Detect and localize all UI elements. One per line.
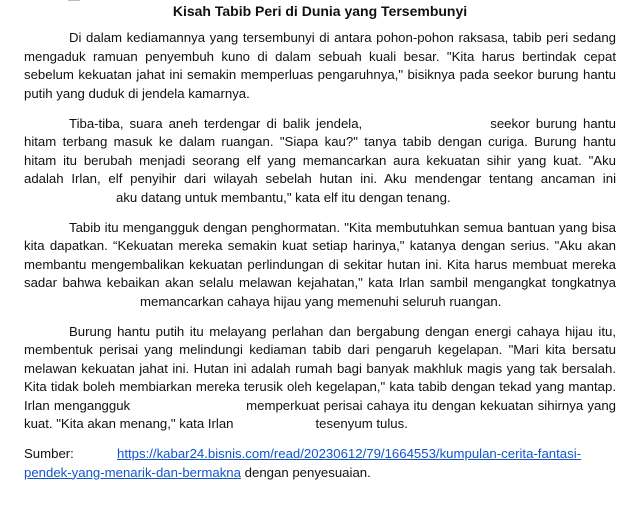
story-title: Kisah Tabib Peri di Dunia yang Tersembunyi xyxy=(172,3,468,19)
paragraph-2-text-a: Tiba-tiba, suara aneh terdengar di balik jendela, xyxy=(69,115,363,131)
paragraph-3 xyxy=(24,219,616,312)
source-suffix: dengan penyesuaian. xyxy=(240,464,371,480)
paragraph-4-text-b: memperkuat perisai cahaya itu dengan kekuatan sihirnya yang kuat. "Kita akan menang," kata Irlan xyxy=(24,397,616,431)
paragraph-2 xyxy=(24,115,616,208)
paragraph-4-text-c: tesenyum tulus. xyxy=(315,416,408,431)
source-citation xyxy=(24,445,616,482)
paragraph-3-text-b: memancarkan cahaya hijau yang memenuhi seluruh ruangan. xyxy=(140,293,502,309)
paragraph-1-text: Di dalam kediamannya yang tersembunyi di antara pohon-pohon raksasa, tabib peri sedang mengaduk ramuan penyembuh kuno di dalam sebuah kuali besar. "Kita harus bertindak cepat sebelum kekuatan jahat ini semakin memperluas pengaruhnya," bisiknya pada seekor burung hantu putih yang duduk di jendela kamarnya. xyxy=(24,30,616,101)
paragraph-4-text-a: Burung hantu putih itu melayang perlahan dan bergabung dengan energi cahaya hijau itu, membentuk perisai yang melindungi kediaman tabib dari pengaruh kegelapan. "Mari kita bersatu melawan kekuatan jahat ini. Hutan ini adalah rumah bagi banyak makhluk magis yang tak bersalah. Kita tidak boleh membiarkan mereka terusik oleh kegelapan," kata tabib dengan tekad yang mantap. Irlan mengangguk xyxy=(24,323,616,413)
paragraph-3-text-a: Tabib itu mengangguk dengan penghormatan. "Kita membutuhkan semua bantuan yang bisa kita dapatkan. “Kekuatan mereka semakin kuat setiap harinya," katanya dengan serius. "Aku akan membantu mengembalikan kekuatan perlindungan di sekitar hutan ini. Kita harus membuat mereka sadar bahwa kebaikan akan selalu melawan kejahatan," kata Irlan sambil mengangkat tongkatnya xyxy=(24,219,616,290)
source-label: Sumber: xyxy=(24,446,74,461)
source-link[interactable]: https://kabar24.bisnis.com/read/20230612/79/1664553/kumpulan-cerita-fantasi-pendek-yang-menarik-dan-bermakna xyxy=(24,446,582,480)
paragraph-4 xyxy=(24,323,616,434)
paragraph-2-text-b: seekor burung hantu hitam terbang masuk ke dalam ruangan. "Siapa kau?" tanya tabib dengan curiga. Burung hantu hitam itu berubah menjadi seorang elf yang memancarkan aura kekuatan sihir yang kuat. "Aku adalah Irlan, elf penyihir dari wilayah sebelah hutan ini. Aku mendengar tentang ancaman ini xyxy=(24,115,616,186)
paragraph-2-text-c: aku datang untuk membantu," kata elf itu dengan tenang. xyxy=(116,189,451,205)
paragraph-1 xyxy=(24,29,616,103)
document-page xyxy=(24,0,616,482)
